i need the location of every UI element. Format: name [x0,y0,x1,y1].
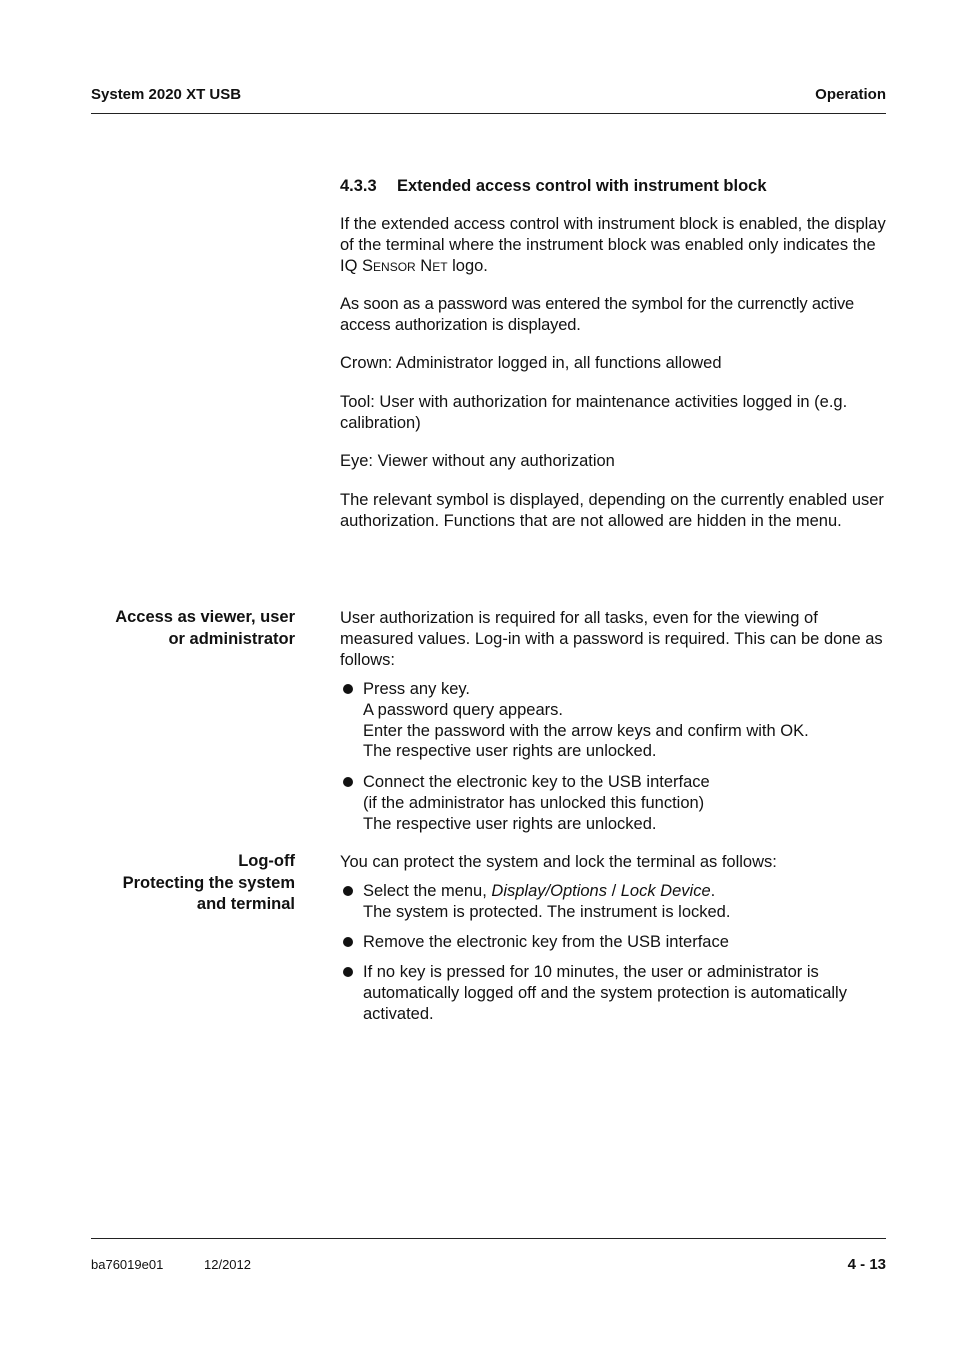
header-rule [91,113,886,114]
bullet-icon [343,937,353,947]
footer-document-id: ba76019e01 [91,1257,164,1272]
menu-path-lock-device: Lock Device [620,882,711,900]
tool-description: Tool: User with authorization for maintenance activities logged in (e.g. calibration) [340,393,848,432]
section-number: 4.3.3 [340,177,377,195]
footer-date: 12/2012 [204,1257,251,1272]
logoff-paragraph: You can protect the system and lock the terminal as follows: [340,853,777,871]
bullet-line: Connect the electronic key to the USB interface [363,773,710,791]
bullet-line [363,881,886,902]
list-item [340,962,886,1024]
bullet-line: Press any key. [363,680,470,698]
section-title: Extended access control with instrument block [397,177,767,195]
bullet-icon [343,684,353,694]
bullet-line: (if the administrator has unlocked this function) [363,793,705,812]
logoff-side-heading [75,851,295,916]
section-heading [340,177,767,196]
menu-instruction-end: . [710,882,716,900]
menu-instruction: Select the menu, [363,882,492,900]
bullet-line: The respective user rights are unlocked. [363,814,657,833]
list-item [340,881,886,923]
brand-name: Sensor Net [362,256,448,275]
bullet-line: If no key is pressed for 10 minutes, the user or administrator is automatically logged off and the system protection is automatically activated. [363,963,847,1023]
list-item [340,679,886,762]
access-side-line-2: or administrator [168,629,295,648]
bullet-line: A password query appears. [363,700,563,719]
bullet-line: Enter the password with the arrow keys and confirm with OK. [363,721,809,740]
running-header-title: System 2020 XT USB [91,86,242,103]
list-item [340,772,886,834]
bullet-line: Remove the electronic key from the USB interface [363,933,729,951]
access-side-heading [75,607,295,650]
eye-description: Eye: Viewer without any authorization [340,452,615,470]
list-item [340,932,886,953]
intro-p1-end: logo. [447,256,488,275]
crown-description: Crown: Administrator logged in, all functions allowed [340,354,722,372]
bullet-icon [343,967,353,977]
page-number: 4 - 13 [847,1256,886,1273]
intro-paragraph-2: As soon as a password was entered the symbol for the currenctly active access authorization is displayed. [340,295,855,334]
access-side-line-1: Access as viewer, user [115,608,295,626]
logoff-side-line-3: and terminal [196,895,295,913]
intro-p1-text: If the extended access control with instrument block is enabled, the display of the terminal where the instrument block was enabled only indicates the IQ [340,215,886,275]
logoff-side-line-1: Log-off [238,852,295,870]
intro-paragraph-6: The relevant symbol is displayed, depending on the currently enabled user authorization. Functions that are not allowed are hidden in the menu. [340,491,884,530]
menu-separator: / [606,882,621,900]
bullet-line: The respective user rights are unlocked. [363,742,657,761]
running-header-chapter: Operation [815,86,886,103]
intro-paragraph-1 [340,214,886,276]
bullet-line: The system is protected. The instrument is locked. [363,902,731,921]
bullet-icon [343,886,353,896]
bullet-icon [343,777,353,787]
logoff-side-line-2: Protecting the system [122,873,295,892]
menu-path-display-options: Display/Options [491,882,607,900]
access-paragraph: User authorization is required for all tasks, even for the viewing of measured values. Log-in with a password is required. This can be done as follows: [340,609,883,669]
footer-rule [91,1238,886,1239]
